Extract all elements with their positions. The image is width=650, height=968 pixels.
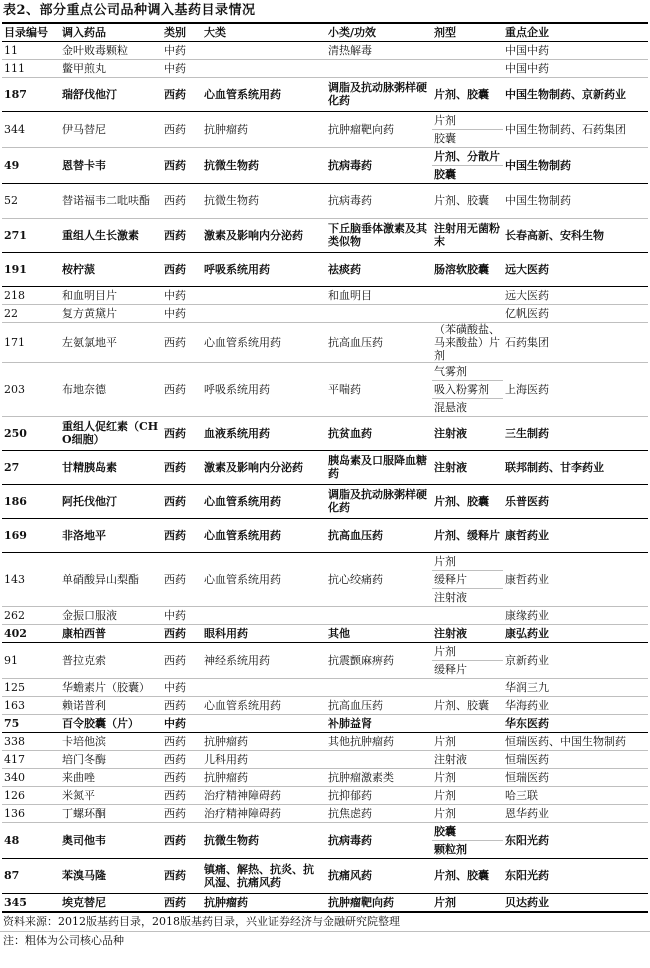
cell-minor-class: 胰岛素及口服降血糖药 [326,450,432,484]
cell-company: 哈三联 [503,786,648,804]
cell-id: 402 [2,624,60,642]
dosage-form-line: 注射液 [434,590,467,604]
dosage-form-line: 缓释片 [432,571,503,589]
cell-category: 西药 [162,804,202,822]
cell-category: 西药 [162,111,202,147]
cell-dosage-form [432,822,503,858]
cell-major-class: 治疗精神障碍药 [202,786,326,804]
cell-company: 远大医药 [503,286,648,304]
cell-drug: 重组人生长激素 [60,218,162,252]
cell-id: 338 [2,732,60,750]
cell-drug: 和血明目片 [60,286,162,304]
cell-minor-class: 调脂及抗动脉粥样硬化药 [326,77,432,111]
cell-id: 87 [2,858,60,893]
table-row [2,552,648,606]
cell-category: 中药 [162,41,202,59]
cell-minor-class: 调脂及抗动脉粥样硬化药 [326,484,432,518]
cell-company: 中国生物制药 [503,183,648,218]
cell-drug: 普拉克索 [60,642,162,678]
cell-major-class [202,59,326,77]
cell-dosage-form [432,678,503,696]
table-row [2,696,648,714]
cell-category: 中药 [162,678,202,696]
cell-company: 中国中药 [503,41,648,59]
header-major-class: 大类 [202,23,326,41]
cell-minor-class: 抗焦虑药 [326,804,432,822]
cell-id: 111 [2,59,60,77]
table-row [2,322,648,362]
cell-id: 171 [2,322,60,362]
cell-id: 163 [2,696,60,714]
cell-minor-class: 抗震颤麻痹药 [326,642,432,678]
cell-minor-class: 抗贫血药 [326,416,432,450]
cell-dosage-form: 片剂、缓释片 [432,518,503,552]
cell-company: 康哲药业 [503,518,648,552]
cell-category: 西药 [162,218,202,252]
table-row [2,41,648,59]
cell-minor-class: 抗高血压药 [326,322,432,362]
cell-dosage-form [432,286,503,304]
cell-minor-class: 抗病毒药 [326,822,432,858]
cell-company: 长春高新、安科生物 [503,218,648,252]
cell-id: 75 [2,714,60,732]
table-row [2,518,648,552]
table-row [2,416,648,450]
cell-category: 西药 [162,624,202,642]
cell-dosage-form [432,59,503,77]
cell-dosage-form: 片剂、胶囊 [432,77,503,111]
table-row [2,804,648,822]
cell-company: 京新药业 [503,642,648,678]
cell-drug: 左氨氯地平 [60,322,162,362]
cell-major-class: 心血管系统用药 [202,322,326,362]
drug-catalog-table [2,22,648,913]
table-title: 表2、部分重点公司品种调入基药目录情况 [3,3,256,18]
cell-id: 52 [2,183,60,218]
cell-major-class: 治疗精神障碍药 [202,804,326,822]
cell-dosage-form: 注射液 [432,450,503,484]
cell-company: 三生制药 [503,416,648,450]
cell-drug: 桉柠蒎 [60,252,162,286]
cell-minor-class: 抗病毒药 [326,147,432,183]
cell-id: 136 [2,804,60,822]
table-row [2,858,648,893]
cell-major-class [202,41,326,59]
cell-company: 乐普医药 [503,484,648,518]
cell-id: 250 [2,416,60,450]
cell-company: 亿帆医药 [503,304,648,322]
cell-company: 联邦制药、甘李药业 [503,450,648,484]
cell-dosage-form [432,111,503,147]
cell-minor-class: 抗抑郁药 [326,786,432,804]
cell-id: 11 [2,41,60,59]
cell-drug: 复方黄黛片 [60,304,162,322]
cell-minor-class: 平喘药 [326,362,432,416]
cell-dosage-form [432,362,503,416]
cell-dosage-form: 片剂 [432,732,503,750]
table-row [2,786,648,804]
cell-major-class: 抗肿瘤药 [202,893,326,912]
table-row [2,286,648,304]
cell-category: 西药 [162,362,202,416]
cell-category: 西药 [162,484,202,518]
cell-company: 远大医药 [503,252,648,286]
cell-category: 西药 [162,147,202,183]
table-row [2,59,648,77]
cell-major-class: 心血管系统用药 [202,552,326,606]
dosage-form-line: 胶囊 [434,131,456,145]
cell-dosage-form: 注射液 [432,624,503,642]
table-row [2,714,648,732]
dosage-form-line: 胶囊 [432,823,503,841]
cell-category: 西药 [162,252,202,286]
cell-major-class: 镇痛、解热、抗炎、抗风湿、抗痛风药 [202,858,326,893]
cell-category: 西药 [162,77,202,111]
table-row [2,450,648,484]
cell-dosage-form: 注射液 [432,416,503,450]
cell-drug: 恩替卡韦 [60,147,162,183]
cell-major-class: 心血管系统用药 [202,77,326,111]
cell-major-class: 神经系统用药 [202,642,326,678]
cell-company: 恒瑞医药、中国生物制药 [503,732,648,750]
cell-category: 西药 [162,642,202,678]
header-company: 重点企业 [503,23,648,41]
cell-company: 康缘药业 [503,606,648,624]
cell-id: 203 [2,362,60,416]
cell-major-class: 儿科用药 [202,750,326,768]
cell-drug: 康柏西普 [60,624,162,642]
bold-note: 注：粗体为公司核心品种 [3,934,124,947]
cell-minor-class: 下丘脑垂体激素及其类似物 [326,218,432,252]
cell-drug: 替诺福韦二吡呋酯 [60,183,162,218]
table-row [2,147,648,183]
cell-minor-class: 其他抗肿瘤药 [326,732,432,750]
cell-dosage-form: （苯磺酸盐、马来酸盐）片剂 [432,322,503,362]
table-row [2,642,648,678]
table-row [2,362,648,416]
cell-major-class: 抗微生物药 [202,822,326,858]
header-dosage-form: 剂型 [432,23,503,41]
cell-drug: 奥司他韦 [60,822,162,858]
cell-major-class [202,286,326,304]
cell-major-class [202,304,326,322]
cell-minor-class: 抗痛风药 [326,858,432,893]
cell-major-class: 抗肿瘤药 [202,732,326,750]
cell-minor-class [326,304,432,322]
dosage-form-line: 吸入粉雾剂 [432,381,503,399]
cell-minor-class: 抗高血压药 [326,518,432,552]
cell-company: 上海医药 [503,362,648,416]
cell-dosage-form: 肠溶软胶囊 [432,252,503,286]
cell-category: 西药 [162,732,202,750]
cell-dosage-form: 片剂、胶囊 [432,484,503,518]
cell-drug: 布地奈德 [60,362,162,416]
cell-drug: 赖诺普利 [60,696,162,714]
cell-minor-class: 其他 [326,624,432,642]
cell-major-class [202,606,326,624]
cell-major-class: 眼科用药 [202,624,326,642]
dosage-form-line: 片剂、分散片 [432,148,503,166]
dosage-form-line: 气雾剂 [432,363,503,381]
cell-company: 恩华药业 [503,804,648,822]
cell-company: 康哲药业 [503,552,648,606]
cell-id: 125 [2,678,60,696]
cell-major-class: 心血管系统用药 [202,484,326,518]
cell-dosage-form: 片剂 [432,768,503,786]
cell-category: 西药 [162,183,202,218]
table-row [2,183,648,218]
cell-dosage-form [432,304,503,322]
cell-dosage-form [432,606,503,624]
cell-id: 22 [2,304,60,322]
cell-drug: 鳖甲煎丸 [60,59,162,77]
dosage-form-line: 缓释片 [434,662,467,676]
cell-dosage-form [432,552,503,606]
dosage-form-line: 片剂 [432,553,503,571]
cell-id: 91 [2,642,60,678]
cell-id: 344 [2,111,60,147]
cell-id: 345 [2,893,60,912]
cell-dosage-form: 片剂 [432,893,503,912]
cell-minor-class: 抗高血压药 [326,696,432,714]
table-row [2,606,648,624]
cell-minor-class [326,59,432,77]
cell-category: 西药 [162,822,202,858]
table-row [2,111,648,147]
cell-company: 中国生物制药、石药集团 [503,111,648,147]
cell-category: 西药 [162,450,202,484]
cell-minor-class: 抗病毒药 [326,183,432,218]
cell-company: 贝达药业 [503,893,648,912]
cell-minor-class [326,606,432,624]
cell-drug: 阿托伐他汀 [60,484,162,518]
cell-company: 华东医药 [503,714,648,732]
table-row [2,678,648,696]
cell-category: 西药 [162,696,202,714]
cell-major-class: 心血管系统用药 [202,696,326,714]
cell-dosage-form [432,41,503,59]
table-row [2,304,648,322]
cell-company: 中国中药 [503,59,648,77]
cell-category: 中药 [162,59,202,77]
cell-minor-class: 和血明目 [326,286,432,304]
cell-category: 中药 [162,714,202,732]
cell-drug: 埃克替尼 [60,893,162,912]
cell-drug: 来曲唑 [60,768,162,786]
cell-major-class: 呼吸系统用药 [202,362,326,416]
table-row [2,252,648,286]
cell-drug: 金叶败毒颗粒 [60,41,162,59]
table-row [2,750,648,768]
cell-dosage-form: 片剂、胶囊 [432,858,503,893]
cell-drug: 瑞舒伐他汀 [60,77,162,111]
cell-id: 143 [2,552,60,606]
cell-company: 恒瑞医药 [503,750,648,768]
cell-major-class: 激素及影响内分泌药 [202,450,326,484]
cell-category: 西药 [162,786,202,804]
table-row [2,484,648,518]
dosage-form-line: 混悬液 [434,400,467,414]
cell-dosage-form [432,642,503,678]
cell-company: 康弘药业 [503,624,648,642]
cell-id: 187 [2,77,60,111]
dosage-form-line: 胶囊 [434,167,456,181]
cell-minor-class: 抗心绞痛药 [326,552,432,606]
cell-id: 340 [2,768,60,786]
cell-drug: 丁螺环酮 [60,804,162,822]
cell-category: 西药 [162,322,202,362]
cell-dosage-form: 片剂、胶囊 [432,183,503,218]
cell-id: 191 [2,252,60,286]
header-drug: 调入药品 [60,23,162,41]
table-row [2,732,648,750]
cell-company: 恒瑞医药 [503,768,648,786]
cell-drug: 卡培他滨 [60,732,162,750]
cell-drug: 金振口服液 [60,606,162,624]
cell-dosage-form [432,147,503,183]
cell-drug: 非洛地平 [60,518,162,552]
source-note: 资料来源：2012版基药目录，2018版基药目录，兴业证券经济与金融研究院整理 [0,913,650,932]
cell-company: 华润三九 [503,678,648,696]
cell-major-class: 激素及影响内分泌药 [202,218,326,252]
cell-dosage-form: 注射用无菌粉末 [432,218,503,252]
table-row [2,218,648,252]
cell-drug: 伊马替尼 [60,111,162,147]
cell-category: 西药 [162,518,202,552]
cell-id: 49 [2,147,60,183]
cell-drug: 苯溴马隆 [60,858,162,893]
cell-dosage-form: 注射液 [432,750,503,768]
cell-drug: 百令胶囊（片） [60,714,162,732]
cell-dosage-form: 片剂 [432,786,503,804]
cell-major-class: 抗微生物药 [202,147,326,183]
cell-minor-class: 清热解毒 [326,41,432,59]
cell-major-class: 抗肿瘤药 [202,768,326,786]
cell-drug: 华蟾素片（胶囊） [60,678,162,696]
cell-company: 中国生物制药、京新药业 [503,77,648,111]
cell-minor-class [326,678,432,696]
cell-company: 东阳光药 [503,822,648,858]
cell-id: 48 [2,822,60,858]
cell-category: 西药 [162,858,202,893]
cell-id: 218 [2,286,60,304]
cell-id: 262 [2,606,60,624]
table-row [2,893,648,912]
cell-id: 271 [2,218,60,252]
cell-drug: 重组人促红素（CHO细胞） [60,416,162,450]
header-minor-class: 小类/功效 [326,23,432,41]
cell-minor-class: 抗肿瘤靶向药 [326,111,432,147]
cell-major-class: 抗肿瘤药 [202,111,326,147]
cell-major-class [202,714,326,732]
dosage-form-line: 片剂 [432,112,503,130]
cell-company: 石药集团 [503,322,648,362]
table-row [2,768,648,786]
dosage-form-line: 颗粒剂 [434,842,467,856]
cell-minor-class [326,750,432,768]
cell-drug: 甘精胰岛素 [60,450,162,484]
cell-major-class: 呼吸系统用药 [202,252,326,286]
cell-category: 西药 [162,768,202,786]
cell-drug: 米氮平 [60,786,162,804]
cell-major-class: 抗微生物药 [202,183,326,218]
cell-id: 126 [2,786,60,804]
cell-company: 东阳光药 [503,858,648,893]
table-row [2,822,648,858]
cell-company: 中国生物制药 [503,147,648,183]
cell-id: 27 [2,450,60,484]
header-category: 类别 [162,23,202,41]
cell-minor-class: 补肺益肾 [326,714,432,732]
cell-dosage-form: 片剂 [432,804,503,822]
cell-minor-class: 抗肿瘤靶向药 [326,893,432,912]
cell-company: 华海药业 [503,696,648,714]
cell-drug: 培门冬酶 [60,750,162,768]
cell-category: 西药 [162,893,202,912]
cell-id: 169 [2,518,60,552]
cell-major-class: 心血管系统用药 [202,518,326,552]
table-header-row [2,23,648,41]
cell-major-class [202,678,326,696]
cell-category: 西药 [162,416,202,450]
cell-category: 西药 [162,552,202,606]
cell-id: 186 [2,484,60,518]
cell-category: 中药 [162,304,202,322]
header-id: 目录编号 [2,23,60,41]
cell-category: 中药 [162,606,202,624]
dosage-form-line: 片剂 [432,643,503,661]
table-row [2,624,648,642]
cell-drug: 单硝酸异山梨酯 [60,552,162,606]
cell-major-class: 血液系统用药 [202,416,326,450]
cell-category: 中药 [162,286,202,304]
cell-dosage-form: 片剂、胶囊 [432,696,503,714]
table-row [2,77,648,111]
cell-minor-class: 抗肿瘤激素类 [326,768,432,786]
cell-dosage-form [432,714,503,732]
cell-category: 西药 [162,750,202,768]
cell-minor-class: 祛痰药 [326,252,432,286]
cell-id: 417 [2,750,60,768]
